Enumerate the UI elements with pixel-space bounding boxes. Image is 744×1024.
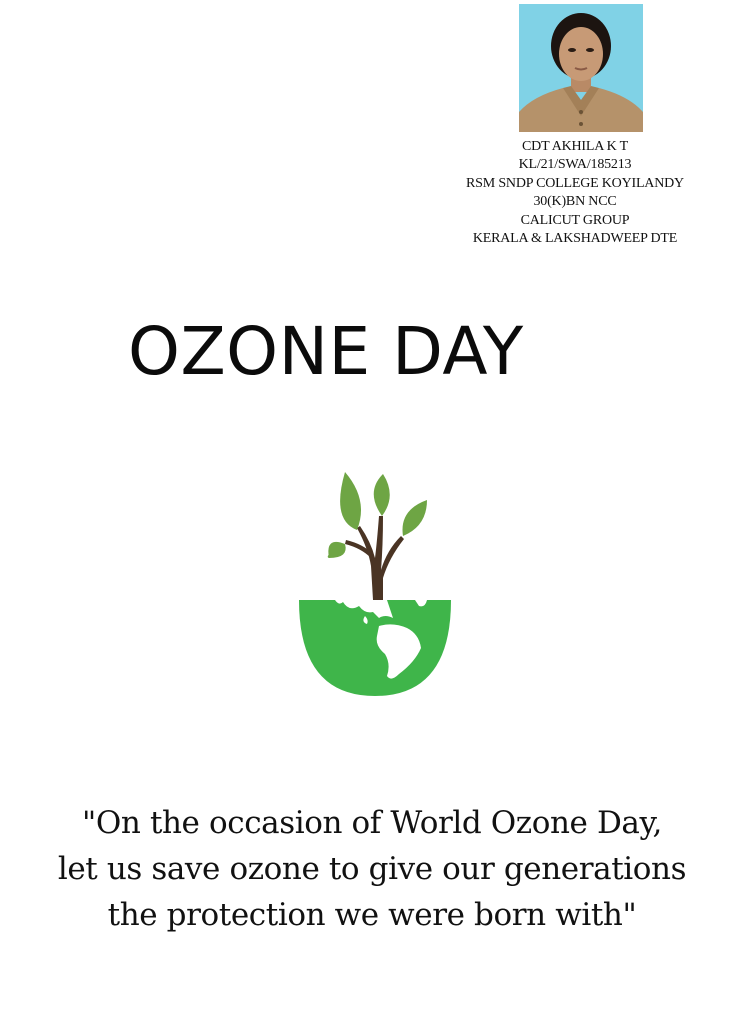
quote-line: "On the occasion of World Ozone Day, — [82, 805, 662, 841]
quote-line: let us save ozone to give our generations — [57, 851, 687, 887]
cadet-portrait-photo — [519, 4, 643, 132]
quote-line: the protection we were born with" — [107, 897, 637, 933]
cadet-battalion: 30(K)BN NCC — [533, 194, 617, 210]
cadet-college: RSM SNDP COLLEGE KOYILANDY — [466, 175, 684, 191]
portrait-photo — [519, 4, 643, 132]
page-title: OZONE DAY — [128, 313, 524, 390]
cadet-regimental-number: KL/21/SWA/185213 — [518, 157, 632, 173]
tree-on-earth-icon — [295, 466, 455, 698]
cadet-directorate: KERALA & LAKSHADWEEP DTE — [472, 231, 678, 247]
cadet-group: CALICUT GROUP — [520, 212, 630, 228]
cadet-details — [430, 138, 720, 248]
cadet-name: CDT AKHILA K T — [522, 139, 628, 154]
ozone-day-quote — [0, 800, 744, 938]
